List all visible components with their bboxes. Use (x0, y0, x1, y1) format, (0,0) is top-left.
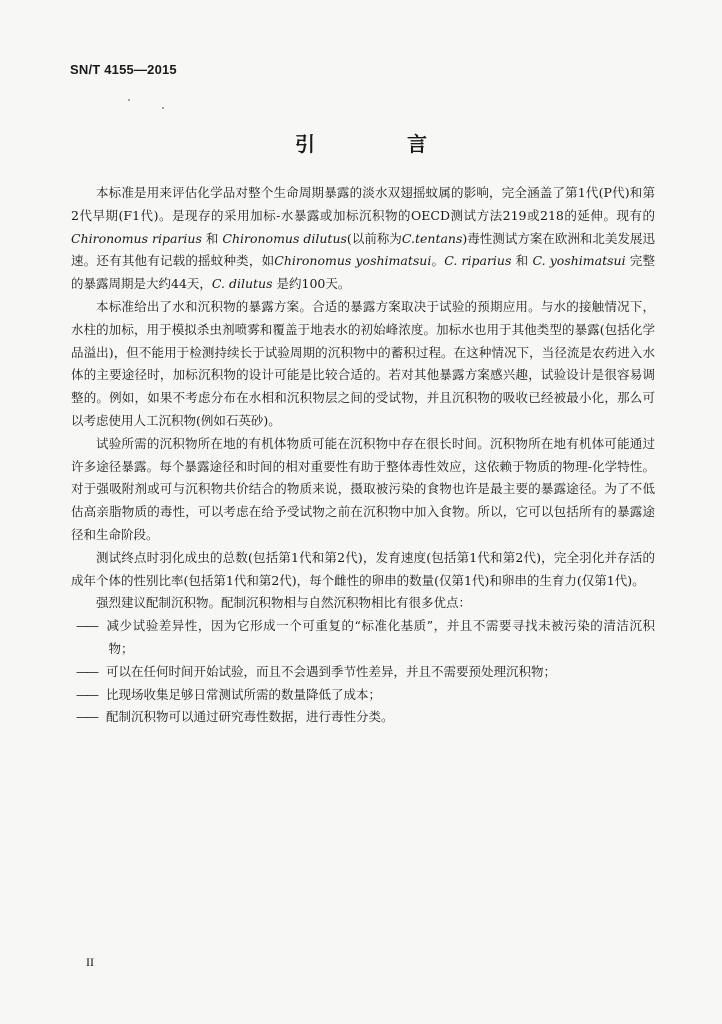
advantage-text: 减少试验差异性，因为它形成一个可重复的“标准化基质”，并且不需要寻找未被污染的清洁沉积物； (106, 618, 655, 656)
paragraph-4: 测试终点时羽化成虫的总数(包括第1代和第2代)，发育速度(包括第1代和第2代)，完全羽化并存活的成年个体的性别比率(包括第1代和第2代)，每个雌性的卵串的数量(仅第1代)和卵串的生育力(仅第1代)。 (71, 549, 655, 588)
paragraph-text: )毒性测试方案在欧洲和北美发展迅速。还有其他有记载的摇蚊种类，如 (71, 230, 655, 269)
paragraph-text: 是约100天。 (272, 276, 351, 292)
dash-marker: —— (76, 663, 97, 679)
paragraph-3: 试验所需的沉积物所在地的有机体物质可能在沉积物中存在很长时间。沉积物所在地有机体可能通过许多途径暴露。每个暴露途径和时间的相对重要性有助于整体毒性效应，这依赖于物质的物理-化学特性。对于强吸附剂或可与沉积物共价结合的物质来说，摄取被污染的食物也许是最主要的暴露途径。为了不低估高亲脂物质的毒性，可以考虑在给予受试物之前在沉积物中加入食物。所以，它可以包括所有的暴露途径和生命阶段。 (71, 435, 655, 542)
species-name: Chironomus riparius (71, 230, 202, 246)
section-title: 引 言 (295, 132, 463, 156)
paragraph-1 (71, 182, 655, 296)
species-name: Chironomus yoshimatsui (274, 253, 432, 269)
species-name: Chironomus dilutus (222, 230, 347, 246)
paragraph-text: 和 (511, 253, 533, 269)
dash-marker: —— (76, 618, 97, 634)
paragraph-5: 强烈建议配制沉积物。配制沉积物相与自然沉积物相比有很多优点： (96, 595, 472, 611)
species-name: C. dilutus (211, 276, 273, 292)
paragraph-text: 完整的暴露周期是大约44天， (71, 253, 655, 292)
advantage-text: 可以在任何时间开始试验，而且不会遇到季节性差异，并且不需要预处理沉积物； (106, 663, 557, 679)
paragraph-text: 和 (201, 230, 223, 246)
advantage-item (71, 684, 655, 707)
dash-marker: —— (76, 709, 97, 725)
paragraph-text: (以前称为 (346, 230, 402, 246)
advantage-text: 比现场收集足够日常测试所需的数量降低了成本； (106, 686, 382, 702)
paragraph-1-lead: 本标准是用来评估化学品对整个生命周期暴露的淡水双翅摇蚊属的影响，完全涵盖了第1代(P代)和第2代早期(F1代)。是现存的采用加标-水暴露或加标沉积物的OECD测试方法219或218的延伸。现有的 (71, 185, 655, 223)
scan-speck (128, 99, 130, 101)
page-number: II (86, 955, 94, 969)
paragraph-text: 。 (431, 253, 445, 269)
species-name: C. riparius (444, 253, 512, 269)
species-name: C.tentans (401, 230, 463, 246)
species-name: C. yoshimatsui (532, 253, 626, 269)
paragraph-2: 本标准给出了水和沉积物的暴露方案。合适的暴露方案取决于试验的预期应用。与水的接触情况下，水柱的加标，用于模拟杀虫剂喷雾和覆盖于地表水的初始峰浓度。加标水也用于其他类型的暴露(包括化学品溢出)，但不能用于检测持续长于试验周期的沉积物中的蓄积过程。在这种情况下，当径流是农药进入水体的主要途径时，加标沉积物的设计可能是比较合适的。若对其他暴露方案感兴趣，试验设计是很容易调整的。例如，如果不考虑分布在水相和沉积物层之间的受试物，并且沉积物的吸收已经被最小化，那么可以考虑使用人工沉积物(例如石英砂)。 (71, 298, 655, 428)
document-body (71, 182, 655, 729)
advantage-item (71, 661, 655, 684)
advantage-item (71, 706, 655, 729)
scan-speck (162, 107, 164, 109)
dash-marker: —— (76, 686, 97, 702)
advantage-text: 配制沉积物可以通过研究毒性数据，进行毒性分类。 (106, 709, 394, 725)
standard-code: SN/T 4155—2015 (70, 62, 177, 77)
advantage-item (71, 615, 655, 661)
